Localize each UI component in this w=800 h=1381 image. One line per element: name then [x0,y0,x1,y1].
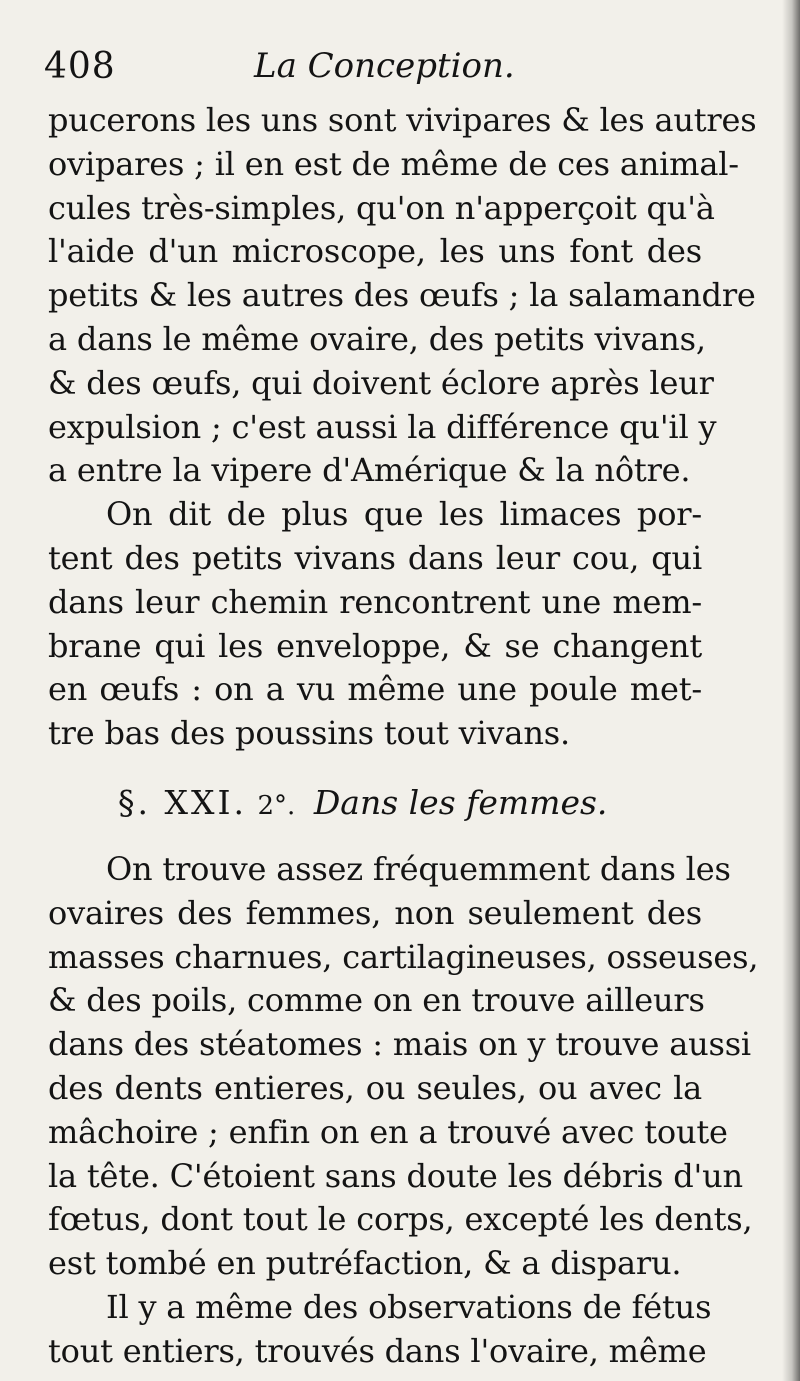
text-line: en œufs : on a vu même une poule met- [48,670,702,709]
text-line: petits & les autres des œufs ; la salamandre [48,276,756,315]
section-heading [48,778,702,828]
text-line: pucerons les uns sont vivipares & les autres [48,101,757,139]
text-line: dans leur chemin rencontrent une mem- [48,582,702,621]
text-line: la tête. C'étoient sans doute les débris d'un [48,1156,743,1195]
text-line: a entre la vipere d'Amérique & la nôtre. [48,451,691,490]
text-line: ovipares ; il en est de même de ces animal- [48,144,739,183]
text-line: On dit de plus que les limaces por- [106,495,702,534]
section-number: §. XXI. [118,782,247,822]
text-line: tout entiers, trouvés dans l'ovaire, même [48,1331,707,1370]
text-line: ovaires des femmes, non seulement des [48,893,702,932]
text-line: masses charnues, cartilagineuses, osseuses, [48,937,759,976]
text-line: brane qui les enveloppe, & se changent [48,626,702,665]
page-header [44,40,734,96]
text-line: l'aide d'un microscope, les uns font des [48,232,702,271]
page-number: 408 [44,46,116,87]
text-line: Il y a même des observations de fétus [106,1287,712,1326]
running-head: La Conception. [254,46,515,86]
text-line: mâchoire ; enfin on en a trouvé avec toute [48,1112,728,1151]
section-subnumber: 2°. [257,790,296,821]
text-line: a dans le même ovaire, des petits vivans, [48,319,706,358]
text-line: expulsion ; c'est aussi la différence qu'il y [48,407,717,446]
text-line: tre bas des poussins tout vivans. [48,714,570,753]
text-line: cules très-simples, qu'on n'apperçoit qu'à [48,188,715,227]
text-line: dans des stéatomes : mais on y trouve aussi [48,1025,751,1064]
text-line: des dents entieres, ou seules, ou avec la [48,1068,702,1107]
text-line: est tombé en putréfaction, & a disparu. [48,1244,682,1283]
page-body [48,99,759,1374]
section-title: Dans les femmes. [313,782,608,822]
text-line: On trouve assez fréquemment dans les [106,849,731,888]
text-line: & des œufs, qui doivent éclore après leur [48,363,714,402]
page-edge-shadow [782,0,800,1381]
text-line: tent des petits vivans dans leur cou, qui [48,538,702,577]
text-line: & des poils, comme on en trouve ailleurs [48,981,705,1020]
text-line: fœtus, dont tout le corps, excepté les dents, [48,1200,753,1239]
